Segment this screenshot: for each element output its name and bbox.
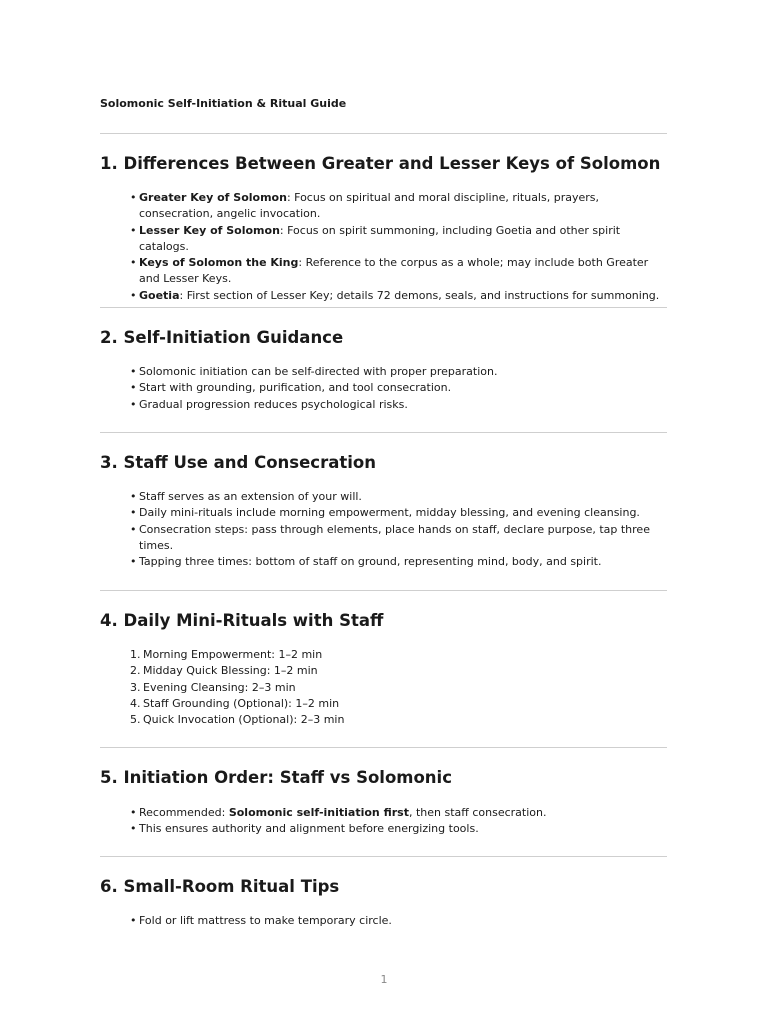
section-divider bbox=[100, 590, 667, 591]
list-item bbox=[130, 190, 662, 223]
bullet-marker: • bbox=[130, 522, 137, 536]
list-item bbox=[130, 554, 662, 570]
list-item bbox=[130, 288, 662, 304]
list-number: 5. bbox=[130, 713, 141, 727]
section-heading: 3. Staff Use and Consecration bbox=[100, 453, 376, 472]
bullet-list bbox=[130, 190, 662, 304]
list-item bbox=[130, 380, 662, 396]
item-text: : Reference to the corpus as a whole; may include both Greater and Lesser Keys. bbox=[139, 256, 649, 286]
section-heading: 5. Initiation Order: Staff vs Solomonic bbox=[100, 768, 452, 787]
term: Lesser Key of Solomon bbox=[139, 223, 280, 237]
item-text: Tapping three times: bottom of staff on ground, representing mind, body, and spirit. bbox=[139, 555, 602, 569]
list-item bbox=[130, 522, 662, 555]
section-heading: 1. Differences Between Greater and Lesser Keys of Solomon bbox=[100, 154, 661, 173]
list-item bbox=[130, 647, 662, 663]
list-number: 4. bbox=[130, 696, 141, 710]
term: Keys of Solomon the King bbox=[139, 256, 299, 270]
list-item bbox=[130, 364, 662, 380]
bullet-marker: • bbox=[130, 822, 137, 836]
item-text: Fold or lift mattress to make temporary circle. bbox=[139, 914, 392, 927]
item-text: Midday Quick Blessing: 1–2 min bbox=[143, 664, 318, 678]
bullet-marker: • bbox=[130, 914, 137, 927]
list-item bbox=[130, 663, 662, 679]
section-heading: 4. Daily Mini-Rituals with Staff bbox=[100, 611, 384, 630]
list-number: 2. bbox=[130, 664, 141, 678]
item-text: Staff Grounding (Optional): 1–2 min bbox=[143, 696, 340, 710]
item-text: Solomonic initiation can be self-directed with proper preparation. bbox=[139, 365, 498, 378]
bullet-marker: • bbox=[130, 288, 137, 302]
bullet-marker: • bbox=[130, 506, 137, 520]
term: Goetia bbox=[139, 288, 180, 302]
numbered-list bbox=[130, 647, 662, 728]
item-text: Start with grounding, purification, and tool consecration. bbox=[139, 381, 452, 395]
section-divider bbox=[100, 856, 667, 857]
item-text: Evening Cleansing: 2–3 min bbox=[143, 680, 296, 694]
item-text: , then staff consecration. bbox=[408, 806, 547, 819]
list-item bbox=[130, 680, 662, 696]
list-item bbox=[130, 223, 662, 256]
bullet-list bbox=[130, 805, 662, 838]
section-divider bbox=[100, 747, 667, 748]
item-text: Consecration steps: pass through elements, place hands on staff, declare purpose, tap three times. bbox=[139, 522, 650, 552]
list-item bbox=[130, 696, 662, 712]
section-heading: 2. Self-Initiation Guidance bbox=[100, 328, 344, 347]
list-number: 3. bbox=[130, 680, 141, 694]
term: Solomonic self-initiation first bbox=[228, 806, 409, 819]
list-item bbox=[130, 712, 662, 728]
item-text: Morning Empowerment: 1–2 min bbox=[143, 648, 323, 661]
section-divider bbox=[100, 307, 667, 308]
bullet-marker: • bbox=[130, 223, 137, 237]
list-item bbox=[130, 397, 662, 413]
item-text: : First section of Lesser Key; details 72 demons, seals, and instructions for summoning. bbox=[179, 288, 660, 302]
bullet-marker: • bbox=[130, 191, 137, 204]
bullet-list bbox=[130, 489, 662, 570]
item-prefix: Recommended: bbox=[139, 806, 229, 819]
term: Greater Key of Solomon bbox=[139, 191, 287, 204]
section-heading: 6. Small-Room Ritual Tips bbox=[100, 877, 340, 896]
bullet-marker: • bbox=[130, 381, 137, 395]
bullet-marker: • bbox=[130, 397, 137, 411]
list-item bbox=[130, 913, 662, 929]
list-item bbox=[130, 805, 662, 821]
bullet-list bbox=[130, 913, 662, 929]
item-text: Daily mini-rituals include morning empowerment, midday blessing, and evening cleansing. bbox=[139, 506, 640, 520]
bullet-marker: • bbox=[130, 490, 137, 503]
item-text: Gradual progression reduces psychological risks. bbox=[139, 397, 408, 411]
list-item bbox=[130, 489, 662, 505]
section-divider bbox=[100, 133, 667, 134]
list-item bbox=[130, 255, 662, 288]
document-title: Solomonic Self-Initiation & Ritual Guide bbox=[100, 97, 347, 110]
list-item bbox=[130, 821, 662, 837]
item-text: This ensures authority and alignment before energizing tools. bbox=[139, 822, 479, 836]
page-number: 1 bbox=[380, 973, 388, 986]
bullet-marker: • bbox=[130, 365, 137, 378]
item-text: : Focus on spirit summoning, including Goetia and other spirit catalogs. bbox=[139, 223, 621, 253]
bullet-marker: • bbox=[130, 555, 137, 569]
item-text: Quick Invocation (Optional): 2–3 min bbox=[143, 713, 345, 727]
section-divider bbox=[100, 432, 667, 433]
bullet-marker: • bbox=[130, 806, 137, 819]
item-text: : Focus on spiritual and moral discipline, rituals, prayers, consecration, angelic invocation. bbox=[139, 191, 599, 221]
item-text: Staff serves as an extension of your will. bbox=[139, 490, 362, 503]
list-number: 1. bbox=[130, 648, 141, 661]
bullet-marker: • bbox=[130, 256, 137, 270]
bullet-list bbox=[130, 364, 662, 413]
list-item bbox=[130, 505, 662, 521]
